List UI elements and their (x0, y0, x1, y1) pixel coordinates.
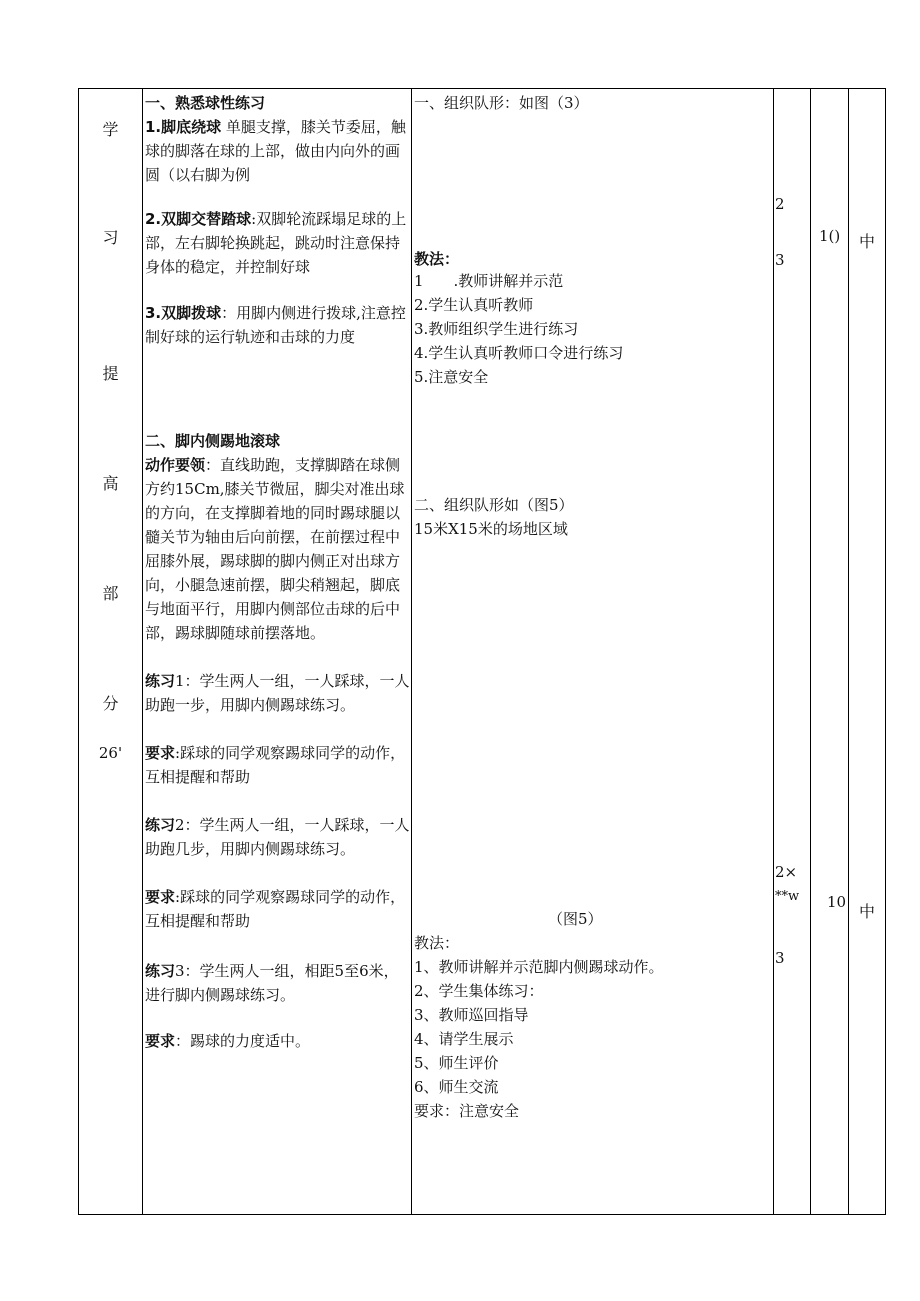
method-column (414, 89, 772, 1214)
method-step: 4.学生认真听教师口令进行练习 (414, 344, 624, 362)
intensity-value: 中 (859, 232, 876, 251)
method-step: 2、学生集体练习： (414, 982, 544, 1000)
sets-column (775, 89, 810, 1214)
sets-value: 3 (775, 949, 785, 967)
divider (773, 89, 774, 1214)
formation-text: 一、组织队形：如图（3） (414, 94, 589, 112)
section-char: 提 (102, 364, 119, 383)
section-title: 二、脚内侧踢地滚球 (145, 432, 281, 450)
exercise-item: 2.双脚交替踏球:双脚轮流踩塌足球的上部，左右脚轮换跳起，跳动时注意保持身体的稳定，并控制好球 (145, 210, 407, 276)
practice-item: 练习3：学生两人一组，相距5至6米，进行脚内侧踢球练习。 (145, 962, 399, 1004)
content-column (145, 89, 411, 1214)
sets-value: 2 (775, 195, 785, 213)
action-points: 动作要领：直线助跑，支撑脚踏在球侧方约15Cm,膝关节微屈，脚尖对准出球的方向，在支撑脚着地的同时踢球腿以髓关节为轴由后向前摆，在前摆过程中屈膝外展，踢球脚的脚内侧正对出球方向，小腿急速前摆，脚尖稍翘起，脚底与地面平行，用脚内侧部位击球的后中部，踢球脚随球前摆落地。 (145, 456, 405, 642)
method-step: 4、请学生展示 (414, 1030, 514, 1048)
exercise-item: 1.脚底绕球 单腿支撑，膝关节委屈，触球的脚落在球的上部，做由内向外的画圆（以右脚为例 (145, 118, 406, 184)
sets-value: 3 (775, 251, 785, 269)
method-step: 5.注意安全 (414, 368, 489, 386)
method-requirement: 要求：注意安全 (414, 1102, 520, 1120)
method-step: 1 .教师讲解并示范 (414, 272, 564, 290)
section-char: 部 (102, 584, 119, 603)
field-area-text: 15米X15米的场地区域 (414, 520, 568, 538)
requirement-item: 要求:踩球的同学观察踢球同学的动作，互相提醒和帮助 (145, 744, 406, 786)
method-step: 6、师生交流 (414, 1078, 499, 1096)
time-value: 10 (827, 893, 847, 911)
section-column (79, 89, 142, 1214)
method-step: 1、教师讲解并示范脚内侧踢球动作。 (414, 958, 664, 976)
formation-text: 二、组织队形如（图5） (414, 496, 574, 514)
time-column (811, 89, 848, 1214)
time-value: 1() (819, 227, 841, 245)
divider (142, 89, 143, 1214)
section-title: 一、熟悉球性练习 (145, 94, 266, 112)
sets-value: **w (775, 889, 800, 904)
practice-item: 练习1：学生两人一组，一人踩球，一人助跑一步，用脚内侧踢球练习。 (145, 672, 410, 714)
requirement-item: 要求:踩球的同学观察踢球同学的动作，互相提醒和帮助 (145, 888, 406, 930)
figure-caption: （图5） (548, 910, 603, 928)
intensity-value: 中 (859, 902, 876, 921)
method-step: 2.学生认真听教师 (414, 296, 534, 314)
method-title: 教法： (414, 934, 460, 952)
section-char: 高 (102, 474, 119, 493)
method-step: 5、师生评价 (414, 1054, 499, 1072)
lesson-table (78, 88, 886, 1215)
method-step: 3.教师组织学生进行练习 (414, 320, 579, 338)
practice-item: 练习2：学生两人一组，一人踩球，一人助跑几步，用脚内侧踢球练习。 (145, 816, 410, 858)
divider (411, 89, 412, 1214)
section-char: 学 (102, 120, 119, 139)
sets-value: 2× (775, 863, 798, 881)
section-time: 26' (98, 744, 123, 762)
method-step: 3、教师巡回指导 (414, 1006, 529, 1024)
intensity-column (849, 89, 886, 1214)
requirement-item: 要求：踢球的力度适中。 (145, 1032, 311, 1050)
exercise-item: 3.双脚拨球：用脚内侧进行拨球,注意控制好球的运行轨迹和击球的力度 (145, 304, 406, 346)
method-title: 教法： (414, 250, 460, 268)
section-char: 分 (102, 694, 119, 713)
section-char: 习 (102, 228, 119, 247)
